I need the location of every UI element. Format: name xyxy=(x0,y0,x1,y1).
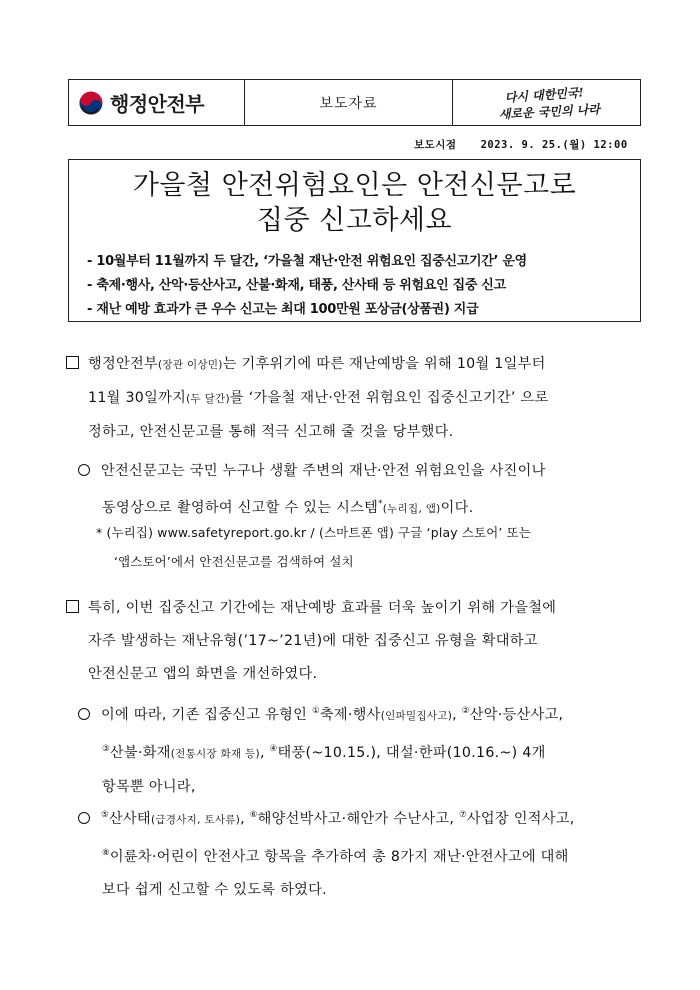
para-line: ⑤산사태(급경사지, 토사류), ⑥해양선박사고·해안가 수난사고, ⑦사업장 인적사고, xyxy=(78,799,575,837)
slogan xyxy=(453,80,640,125)
ministry-logo xyxy=(69,80,245,125)
para-line: 안전신문고 앱의 화면을 개선하였다. xyxy=(88,666,318,682)
square-bullet-icon xyxy=(66,600,79,613)
summary-bullet: - 축제·행사, 산악·등산사고, 산불·화재, 태풍, 산사태 등 위험요인 집중 신고 xyxy=(87,278,506,293)
headline-line-1: 가을철 안전위험요인은 안전신문고로 xyxy=(132,170,577,201)
circle-bullet-icon xyxy=(78,708,90,720)
para-line: 정하고, 안전신문고를 통해 적극 신고해 줄 것을 당부했다. xyxy=(88,424,454,440)
ministry-name: 행정안전부 xyxy=(110,92,205,116)
para-line: 이에 따라, 기존 집중신고 유형인 ①축제·행사(인파밀집사고), ②산악·등산사고, xyxy=(78,695,563,733)
body-subparagraph-2 xyxy=(78,695,563,804)
taegeuk-emblem-icon xyxy=(79,91,103,115)
summary-bullet: - 재난 예방 효과가 큰 우수 신고는 최대 100만원 포상금(상품권) 지급 xyxy=(87,302,479,317)
para-line: ③산불·화재(전통시장 화재 등), ④태풍(~10.15.), 대설·한파(10.16.~) 4개 xyxy=(102,744,546,761)
summary-bullet: - 10월부터 11월까지 두 달간, ‘가을철 재난·안전 위험요인 집중신고기간’ 운영 xyxy=(87,254,527,269)
para-line: 11월 30일까지(두 달간)를 ‘가을철 재난·안전 위험요인 집중신고기간’ 으로 xyxy=(88,390,549,406)
summary-bullets xyxy=(69,250,640,322)
square-bullet-icon xyxy=(66,356,79,369)
para-line: 동영상으로 촬영하여 신고할 수 있는 시스템*(누리집, 앱)이다. xyxy=(102,499,474,516)
body-subparagraph-1 xyxy=(78,455,546,526)
release-label: 보도시점 xyxy=(414,139,457,151)
para-line: 특히, 이번 집중신고 기간에는 재난예방 효과를 더욱 높이기 위해 가을철에 xyxy=(66,592,556,625)
para-line: 보다 쉽게 신고할 수 있도록 하였다. xyxy=(102,882,327,898)
footnote-line: ‘앱스토어’에서 안전신문고를 검색하여 설치 xyxy=(114,554,354,569)
slogan-line-1: 다시 대한민국! xyxy=(503,84,584,105)
body-subparagraph-3 xyxy=(78,799,575,907)
para-line: ⑧이륜차·어린이 안전사고 항목을 추가하여 총 8가지 재난·안전사고에 대해 xyxy=(102,848,569,865)
release-datetime: 2023. 9. 25.(월) 12:00 xyxy=(480,139,628,151)
circle-bullet-icon xyxy=(78,464,90,476)
footnote-line: * (누리집) www.safetyreport.go.kr / (스마트폰 앱) 구글 ‘play 스토어’ 또는 xyxy=(96,525,532,540)
body-paragraph-1 xyxy=(66,348,549,449)
body-paragraph-2 xyxy=(66,592,556,691)
headline-line-2: 집중 신고하세요 xyxy=(256,205,453,236)
document-header xyxy=(68,79,641,126)
footnote xyxy=(96,518,531,576)
para-line: 자주 발생하는 재난유형(’17~’21년)에 대한 집중신고 유형을 확대하고 xyxy=(88,633,538,649)
headline-box xyxy=(68,159,641,322)
circle-bullet-icon xyxy=(78,812,90,824)
release-time xyxy=(414,137,628,152)
para-line: 항목뿐 아니라, xyxy=(102,779,196,795)
slogan-handwriting xyxy=(487,83,607,123)
slogan-line-2: 새로운 국민의 나라 xyxy=(497,101,600,122)
doc-type-label: 보도자료 xyxy=(245,80,453,125)
para-line: 안전신문고는 국민 누구나 생활 주변의 재난·안전 위험요인을 사진이나 xyxy=(78,455,546,488)
para-line: 행정안전부(장관 이상민)는 기후위기에 따른 재난예방을 위해 10월 1일부터 xyxy=(66,348,549,382)
